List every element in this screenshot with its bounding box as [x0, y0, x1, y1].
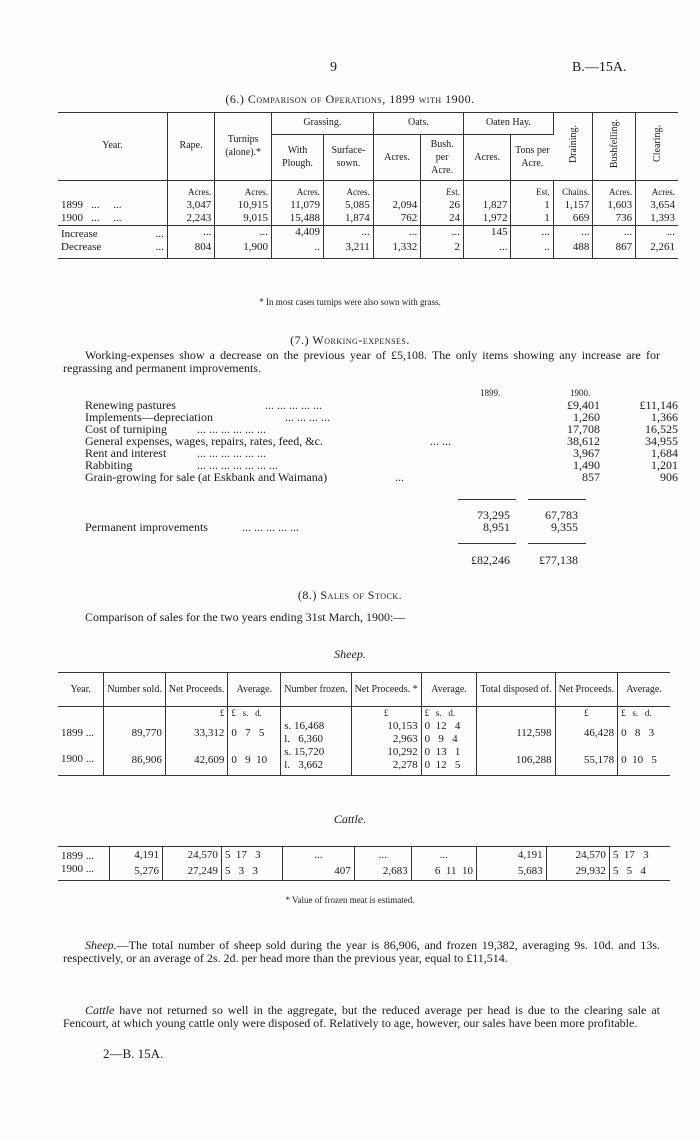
col-year: Year. [58, 673, 104, 707]
cell: 1,972 [464, 212, 511, 226]
unit: Acres. [651, 186, 675, 197]
unit: Est. [421, 180, 464, 199]
table-row [58, 746, 670, 776]
page-number: 9 [330, 60, 337, 75]
cell: 1,393 [650, 211, 675, 224]
unit: Acres. [215, 180, 272, 199]
cell: 2 [421, 241, 464, 259]
unit: Acres. [167, 180, 214, 199]
table-row [58, 720, 670, 746]
item-label: Grain-growing for sale (at Eskbank and Waimana) [85, 470, 328, 484]
col-1899: 1899. [480, 388, 501, 398]
cell: 112,598 [477, 720, 555, 746]
cell: 407 [283, 863, 355, 881]
cell: 5 17 3 [612, 848, 649, 861]
cell: 9,015 [215, 212, 272, 226]
value-1900: 34,955 [645, 434, 678, 448]
leader-dots: ... ... [430, 434, 451, 448]
leader-dots: ... [91, 211, 100, 224]
cell: 1,603 [593, 199, 636, 212]
cell: 2,261 [650, 240, 675, 253]
col-bushfelling: Bushfelling. [608, 119, 620, 169]
leader-dots: ... ... ... ... ... ... [197, 422, 266, 436]
cell: ... [354, 847, 411, 864]
col-frozen-average: Average. [421, 673, 477, 707]
cell: 1899 ... [58, 847, 110, 864]
cell: 10,915 [215, 199, 272, 212]
item-label: General expenses, wages, repairs, rates, feed, &c. [85, 434, 323, 448]
cell: 3,654 [650, 198, 675, 211]
col-rape: Rape. [167, 112, 214, 180]
table-row: Decrease ... 804 1,900 .. 3,211 1,332 2 ... .. 488 867 2,261 [58, 241, 678, 259]
section-8-title: (8.) Sales of Stock. [297, 588, 403, 602]
unit-pound: £ [351, 707, 421, 721]
cell: 804 [167, 241, 214, 259]
unit: Acres. [324, 180, 374, 199]
cell: 1,900 [215, 241, 272, 259]
col-total-proceeds: Net Proceeds. [555, 673, 618, 707]
cell: 0 9 10 [228, 746, 281, 776]
cell: 762 [373, 212, 420, 226]
total-rule-1900 [528, 543, 586, 544]
cell: 669 [553, 212, 593, 226]
cell: 867 [593, 241, 636, 259]
col-1900: 1900. [570, 388, 591, 398]
leader-dots: ... [91, 198, 100, 211]
cell: ... [411, 847, 476, 864]
value-1900: 1,201 [651, 458, 678, 472]
cell: 5,683 [476, 863, 546, 881]
cattle-lead: Cattle [85, 1003, 115, 1017]
cell: 2,243 [167, 212, 214, 226]
cell: 10,153 [387, 720, 418, 732]
col-surface-sown: Surface-sown. [324, 134, 374, 180]
col-oats-bush: Bush. per Acre. [421, 134, 464, 180]
cell: 1,332 [373, 241, 420, 259]
cell: ... [373, 225, 420, 241]
cell: 26 [421, 199, 464, 212]
table-row: 1899 ... ... 3,047 10,915 11,079 5,085 2,094 26 1,827 1 1,157 1,603 3,654 [58, 199, 678, 212]
sheep-lead: Sheep. [85, 938, 117, 952]
cell: 29,932 [546, 863, 609, 881]
cell: 1,157 [553, 199, 593, 212]
item-label: Rent and interest [85, 446, 167, 460]
table-row [58, 863, 670, 881]
cell: ... [167, 225, 214, 241]
permanent-1900: 9,355 [551, 520, 578, 534]
wexp-list [85, 398, 678, 484]
item-label: Cost of turniping [85, 422, 168, 436]
cell: 0 8 3 [621, 726, 655, 739]
cell: 5,276 [110, 863, 163, 881]
permanent-improvements-label: Permanent improvements [85, 520, 208, 534]
row-label: 1900 [61, 211, 83, 224]
cell: ... [553, 225, 593, 241]
unit-lsd: £ s. d. [621, 708, 652, 718]
value-1900: £11,146 [639, 398, 678, 412]
cell: 5,085 [324, 199, 374, 212]
cell: 1 [511, 212, 553, 226]
subtotal-rule-1899 [458, 499, 516, 500]
table-row: Increase ... ... ... 4,409 ... ... ... 145 ... ... ... ... [58, 225, 678, 241]
item-label: Renewing pastures [85, 398, 176, 412]
cell: 33,312 [165, 720, 228, 746]
cell: 10,292 [387, 746, 418, 758]
cell: s. 15,720 [284, 746, 325, 758]
cell: 24 [421, 212, 464, 226]
unit-pound: £ [555, 707, 618, 721]
col-average: Average. [228, 673, 281, 707]
row-label: 1899 [61, 198, 83, 211]
cattle-sales-table [58, 846, 670, 881]
cell: 4,191 [476, 847, 546, 864]
cell: 24,570 [546, 847, 609, 864]
cell: 1900 ... [58, 863, 110, 881]
row-label: Decrease [61, 240, 102, 253]
col-frozen-proceeds: Net Proceeds. * [351, 673, 421, 707]
section-7-title: (7.) Working-expenses. [290, 333, 410, 347]
cell: ... [283, 847, 355, 864]
document-reference: B.—15A. [572, 60, 627, 75]
cell: 0 9 4 [424, 733, 458, 745]
unit [373, 180, 420, 199]
value-1900: 1,684 [651, 446, 678, 460]
table-6-footnote: * In most cases turnips were also sown with grass. [259, 297, 441, 307]
unit-pound: £ [165, 707, 228, 721]
total-rule-1899 [458, 543, 516, 544]
cell: l. 3,662 [284, 759, 324, 771]
value-1900: 16,525 [645, 422, 678, 436]
cell: ... [666, 225, 675, 238]
subtotal-rule-1900 [528, 499, 586, 500]
permanent-1899: 8,951 [483, 520, 510, 534]
row-label: Increase [61, 227, 98, 240]
cell: 2,278 [392, 759, 418, 771]
cell: 2,094 [373, 199, 420, 212]
cell: s. 16,468 [284, 720, 325, 732]
cell: 46,428 [555, 720, 618, 746]
cell: 3,211 [324, 241, 374, 259]
cell: ... [215, 225, 272, 241]
col-number-frozen: Number frozen. [281, 673, 351, 707]
col-number-sold: Number sold. [104, 673, 165, 707]
sheep-sales-table [58, 672, 670, 776]
value-1899: 3,967 [573, 446, 600, 460]
total-1900: £77,138 [539, 553, 578, 567]
sheep-paragraph [63, 939, 660, 965]
list-item [85, 470, 678, 484]
cell: 4,409 [271, 225, 323, 241]
sales-intro: Comparison of sales for the two years ending 31st March, 1900:— [85, 610, 406, 624]
cell: 1,827 [464, 199, 511, 212]
cattle-heading: Cattle. [333, 812, 367, 826]
unit [464, 180, 511, 199]
value-1899: 17,708 [567, 422, 600, 436]
cell: 15,488 [271, 212, 323, 226]
working-expenses-intro: Working-expenses show a decrease on the previous year of £5,108. The only items showing any increase are for regrassing and permanent improvements. [63, 348, 660, 375]
sheep-heading: Sheep. [334, 647, 366, 661]
unit-lsd: £ s. d. [421, 707, 477, 721]
cell: ... [593, 225, 636, 241]
unit: Est. [511, 180, 553, 199]
col-draining: Draining. [567, 124, 579, 163]
col-turnips: Turnips (alone).* [215, 112, 272, 180]
cell: 55,178 [555, 746, 618, 776]
value-1899: 1,260 [573, 410, 600, 424]
cell: 11,079 [271, 199, 323, 212]
value-1900: 906 [660, 470, 678, 484]
item-label: Rabbiting [85, 458, 133, 472]
col-grassing: Grassing. [271, 112, 373, 134]
cell: 89,770 [104, 720, 165, 746]
leader-dots: ... ... ... ... [285, 410, 330, 424]
leader-dots: ... ... ... ... ... ... ... [197, 458, 278, 472]
cell: 27,249 [162, 863, 221, 881]
cell: 1899 ... [58, 720, 104, 746]
col-total-average: Average. [626, 684, 662, 695]
unit: Acres. [271, 180, 323, 199]
cell: 5 17 3 [221, 847, 282, 864]
value-1900: 1,366 [651, 410, 678, 424]
cattle-text: have not returned so well in the aggregate, but the reduced average per head is due to the clearing sale at Fencourt, at which young cattle only were disposed of. Relatively to age, however, our sales have been more profitable. [63, 1003, 660, 1030]
value-1899: £9,401 [567, 398, 600, 412]
leader-dots: ... ... ... ... ... ... [197, 446, 266, 460]
cell: 1 [511, 199, 553, 212]
cell: 5 5 4 [612, 865, 646, 877]
leader-dots: ... ... ... ... ... [265, 398, 322, 412]
value-1899: 38,612 [567, 434, 600, 448]
leader-dots: ... [395, 470, 404, 484]
cell: .. [271, 241, 323, 259]
cell: 2,683 [354, 863, 411, 881]
col-hay-acres: Acres. [464, 134, 511, 180]
col-total-disposed: Total disposed of. [477, 673, 555, 707]
list-item [85, 446, 678, 460]
cell: 0 12 4 [424, 720, 461, 732]
item-label: Implements—depreciation [85, 410, 213, 424]
unit-lsd: £ s. d. [228, 707, 281, 721]
cell: 6 11 10 [411, 863, 476, 881]
subtotal-1900: 67,783 [545, 508, 578, 522]
cell: 0 7 5 [228, 720, 281, 746]
col-net-proceeds: Net Proceeds. [165, 673, 228, 707]
sheep-text: —The total number of sheep sold during the year is 86,906, and frozen 19,382, averaging 9s. 10d. and 13s. respectively, or an average of 2s. 2d. per head more than the previous year, equal to £11,514. [63, 938, 660, 965]
cell: 24,570 [162, 847, 221, 864]
col-oats-acres: Acres. [373, 134, 420, 180]
leader-dots: ... ... ... ... ... [242, 520, 299, 534]
cell: 0 13 1 [424, 746, 461, 758]
operations-table [58, 112, 678, 259]
cell: ... [511, 225, 553, 241]
value-1899: 857 [582, 470, 600, 484]
unit: Acres. [593, 180, 636, 199]
cell: 86,906 [104, 746, 165, 776]
total-1899: £82,246 [471, 553, 510, 567]
cell: 488 [553, 241, 593, 259]
section-6-title: (6.) Comparison of Operations, 1899 with 1900. [225, 92, 475, 106]
cell: 5 3 3 [221, 863, 282, 881]
cell: ... [464, 241, 511, 259]
value-1899: 1,490 [573, 458, 600, 472]
unit: Chains. [553, 180, 593, 199]
cell: 1,874 [324, 212, 374, 226]
cell: l. 6,360 [284, 733, 324, 745]
cell: 2,963 [392, 733, 418, 745]
cell: 1900 ... [58, 746, 104, 776]
table-row: 1900 ... ... 2,243 9,015 15,488 1,874 762 24 1,972 1 669 736 1,393 [58, 212, 678, 226]
col-hay-tons: Tons per Acre. [515, 145, 550, 169]
page-signature: 2—B. 15A. [103, 1046, 164, 1061]
cell: 736 [593, 212, 636, 226]
cell: 0 10 5 [621, 754, 657, 766]
cell: 0 12 5 [424, 759, 461, 771]
col-oats: Oats. [373, 112, 463, 134]
cell: .. [511, 241, 553, 259]
cell: ... [421, 225, 464, 241]
table-row [58, 847, 670, 864]
cattle-paragraph [63, 1004, 660, 1030]
col-oaten-hay: Oaten Hay. [464, 112, 554, 134]
cell: 106,288 [477, 746, 555, 776]
cell: 145 [464, 225, 511, 241]
col-with-plough: With Plough. [271, 134, 323, 180]
col-clearing: Clearing. [651, 125, 663, 163]
cell: 3,047 [167, 199, 214, 212]
subtotal-1899: 73,295 [477, 508, 510, 522]
cell: 4,191 [110, 847, 163, 864]
col-year: Year. [58, 112, 167, 180]
cell: 42,609 [165, 746, 228, 776]
cell: ... [324, 225, 374, 241]
table-8-footnote: * Value of frozen meat is estimated. [285, 895, 415, 905]
